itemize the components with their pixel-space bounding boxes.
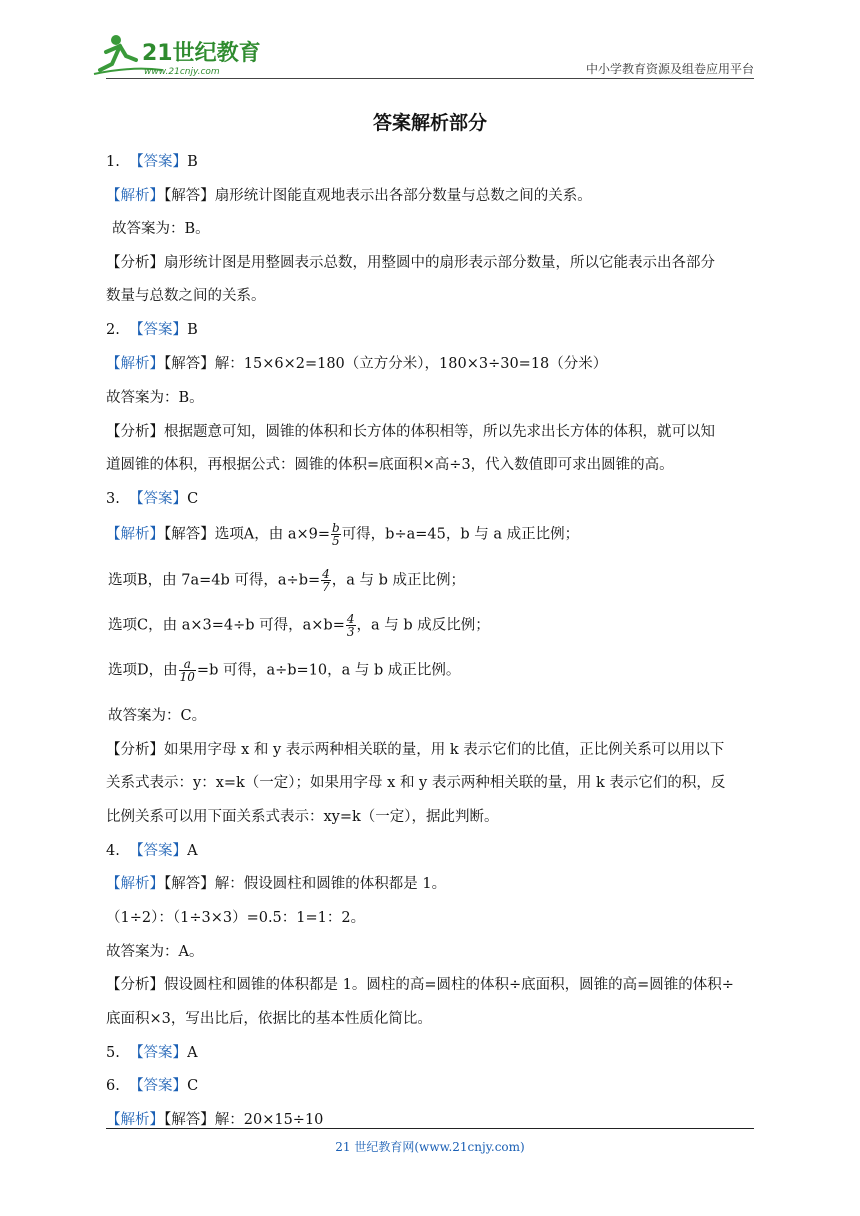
q3-answer-line: 3. 【答案】C bbox=[106, 491, 199, 507]
q1-jiexi-line: 【解析】【解答】扇形统计图能直观地表示出各部分数量与总数之间的关系。 bbox=[106, 188, 592, 204]
header-divider bbox=[106, 78, 754, 79]
logo-21cnjy bbox=[92, 30, 262, 78]
q1-fenxi-line-1: 【分析】扇形统计图是用整圆表示总数，用整圆中的扇形表示部分数量，所以它能表示出各部分 bbox=[106, 255, 715, 271]
q3-fenxi-line-2: 关系式表示：y：x=k（一定）；如果用字母 x 和 y 表示两种相关联的量，用 k 表示它们的积，反 bbox=[106, 775, 726, 791]
svg-text:21世纪教育: 21世纪教育 bbox=[142, 41, 261, 66]
fraction: $\frac{a}{10}$ bbox=[179, 657, 195, 684]
fraction: $\frac{4}{3}$ bbox=[346, 612, 355, 639]
q2-jiexi-line: 【解析】【解答】解：15×6×2=180（立方分米），180×3÷30=18（分米） bbox=[106, 356, 608, 372]
q5-answer-line: 5. 【答案】A bbox=[106, 1045, 198, 1061]
q3-option-a: 【解析】【解答】选项A，由 a×9= $\frac{b}{5}$ 可得，b÷a=45，b 与 a 成正比例； bbox=[106, 521, 580, 548]
q2-answer-line: 2. 【答案】B bbox=[106, 322, 198, 338]
fraction: $\frac{4}{7}$ bbox=[322, 567, 330, 594]
q4-conclusion: 故答案为：A。 bbox=[106, 944, 204, 960]
q3-option-c: 选项C，由 a×3=4÷b 可得，a×b= $\frac{4}{3}$ ，a 与 b 成反比例； bbox=[108, 612, 490, 639]
q4-jiexi-line: 【解析】【解答】解：假设圆柱和圆锥的体积都是 1。 bbox=[106, 876, 447, 892]
footer-text: 21 世纪教育网(www.21cnjy.com) bbox=[335, 1140, 525, 1154]
q2-fenxi-line-1: 【分析】根据题意可知，圆锥的体积和长方体的体积相等，所以先求出长方体的体积，就可以知 bbox=[106, 424, 715, 440]
q3-fenxi-line-3: 比例关系可以用下面关系式表示：xy=k（一定），据此判断。 bbox=[106, 809, 499, 825]
svg-text:www.21cnjy.com: www.21cnjy.com bbox=[144, 67, 220, 77]
page-title: 答案解析部分 bbox=[372, 112, 487, 134]
q1-conclusion: 故答案为：B。 bbox=[112, 221, 210, 237]
q4-answer-line: 4. 【答案】A bbox=[106, 843, 198, 859]
fraction: $\frac{b}{5}$ bbox=[332, 521, 340, 548]
footer-divider bbox=[106, 1128, 754, 1129]
q2-fenxi-line-2: 道圆锥的体积，再根据公式：圆锥的体积=底面积×高÷3，代入数值即可求出圆锥的高。 bbox=[106, 457, 674, 473]
q1-answer-line: 1. 【答案】B bbox=[106, 154, 198, 170]
q6-answer-line: 6. 【答案】C bbox=[106, 1078, 199, 1094]
q3-fenxi-line-1: 【分析】如果用字母 x 和 y 表示两种相关联的量，用 k 表示它们的比值，正比例关系可以用以下 bbox=[106, 742, 725, 758]
q3-option-d: 选项D，由 $\frac{a}{10}$ =b 可得，a÷b=10，a 与 b 成正比例。 bbox=[108, 657, 461, 684]
q1-fenxi-line-2: 数量与总数之间的关系。 bbox=[106, 288, 266, 304]
header-platform-text: 中小学教育资源及组卷应用平台 bbox=[585, 62, 754, 76]
q2-conclusion: 故答案为：B。 bbox=[106, 390, 204, 406]
page-header bbox=[0, 0, 860, 84]
q3-conclusion: 故答案为：C。 bbox=[108, 708, 207, 724]
q3-option-b: 选项B，由 7a=4b 可得，a÷b= $\frac{4}{7}$ ，a 与 b 成正比例； bbox=[108, 567, 466, 594]
q4-calc-line: （1÷2）：（1÷3×3）=0.5：1=1：2。 bbox=[106, 910, 366, 926]
q4-fenxi-line-2: 底面积×3，写出比后，依据比的基本性质化简比。 bbox=[106, 1011, 432, 1027]
q4-fenxi-line-1: 【分析】假设圆柱和圆锥的体积都是 1。圆柱的高=圆柱的体积÷底面积，圆锥的高=圆锥的体积÷ bbox=[106, 977, 734, 993]
q6-jiexi-line: 【解析】【解答】解：20×15÷10 bbox=[106, 1112, 324, 1128]
